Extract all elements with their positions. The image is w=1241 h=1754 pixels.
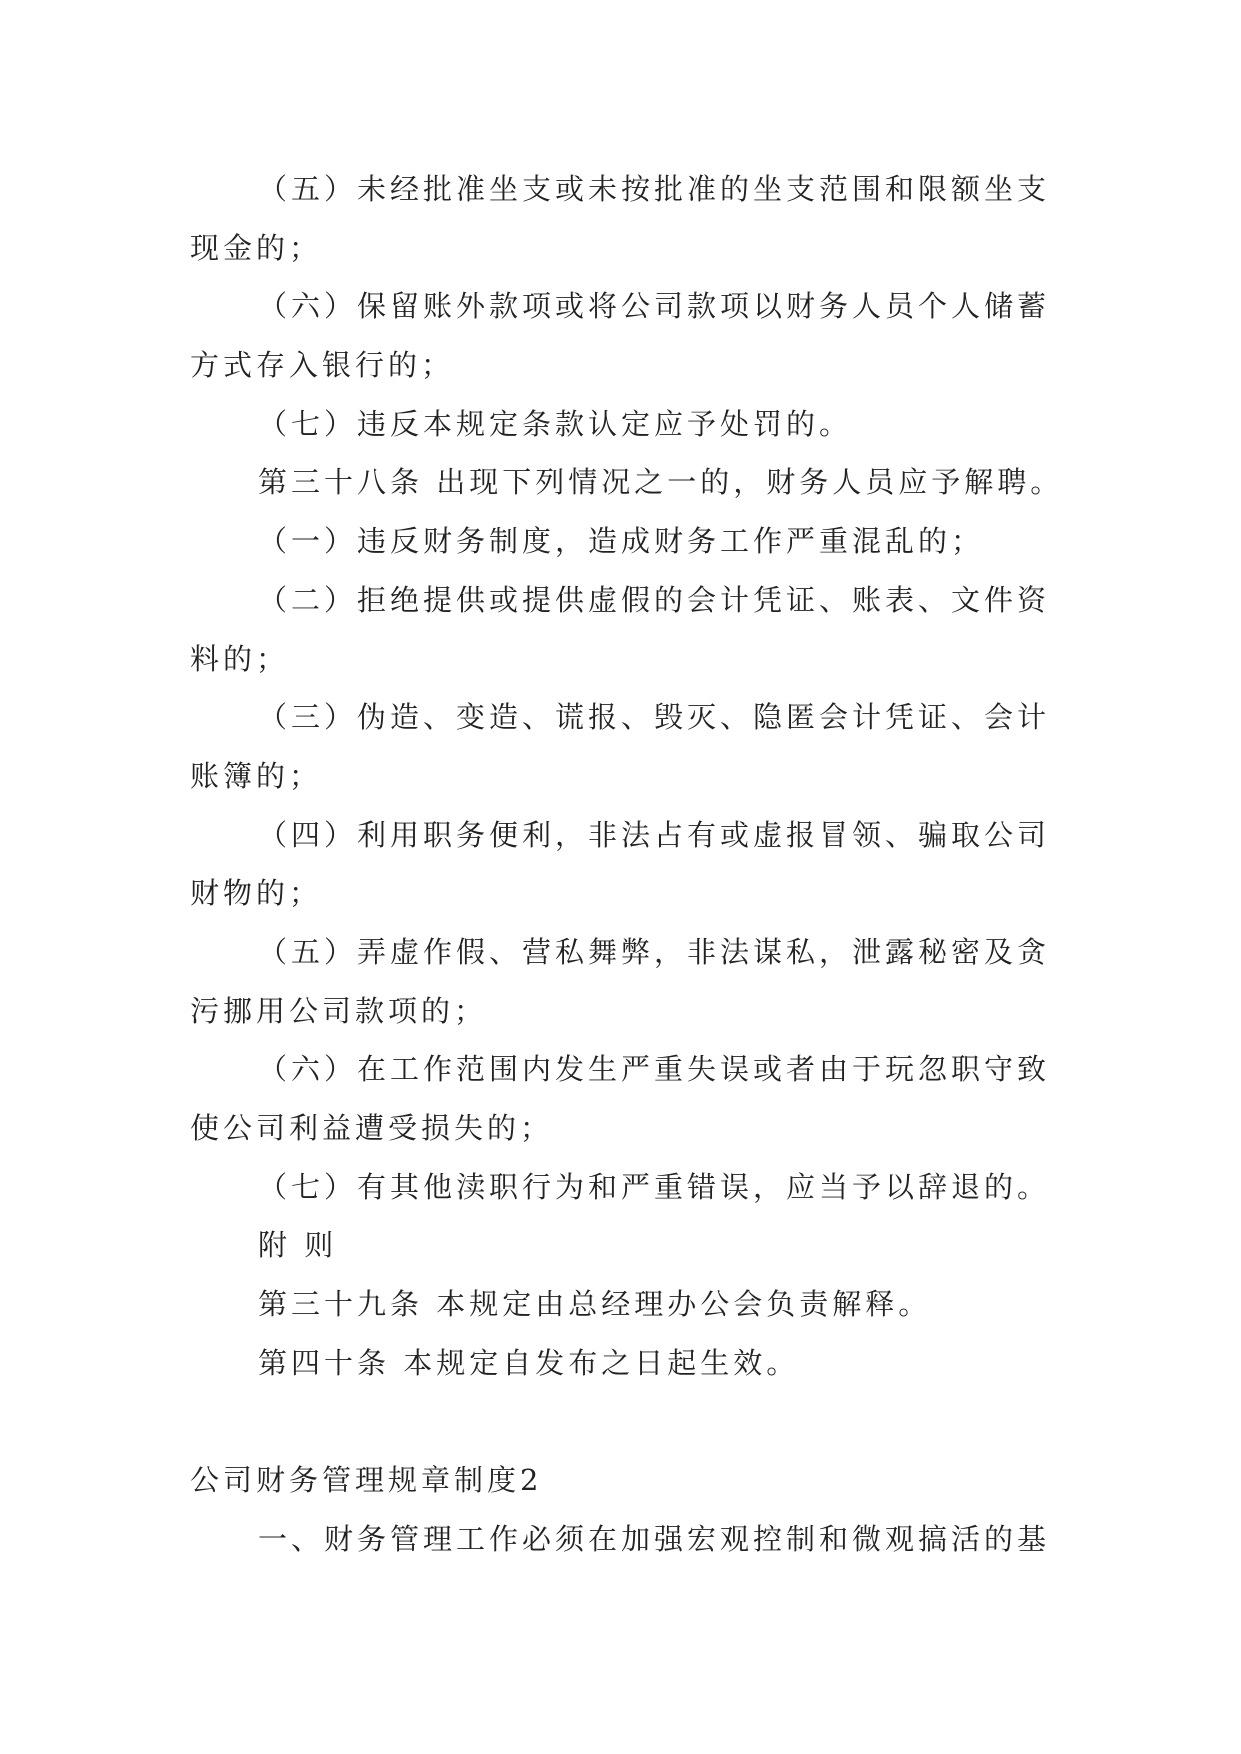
- paragraph-line: （二）拒绝提供或提供虚假的会计凭证、账表、文件资: [258, 582, 1051, 617]
- paragraph-line: （五）弄虚作假、营私舞弊，非法谋私，泄露秘密及贪: [258, 934, 1051, 969]
- paragraph-line: （四）利用职务便利，非法占有或虚报冒领、骗取公司: [258, 817, 1051, 852]
- document-title: 公司财务管理规章制度2: [190, 1463, 543, 1498]
- paragraph-line: 料的；: [190, 641, 290, 676]
- document-body: [190, 160, 1064, 1569]
- paragraph-line: 方式存入银行的；: [190, 348, 455, 383]
- paragraph-line: （七）违反本规定条款认定应予处罚的。: [258, 406, 853, 441]
- paragraph-line: （六）在工作范围内发生严重失误或者由于玩忽职守致: [258, 1052, 1051, 1087]
- paragraph-line: 污挪用公司款项的；: [190, 993, 488, 1028]
- paragraph-line: （一）违反财务制度，造成财务工作严重混乱的；: [258, 524, 985, 559]
- paragraph-line: 一、财务管理工作必须在加强宏观控制和微观搞活的基: [258, 1521, 1051, 1556]
- article-heading-line: 第三十八条 出现下列情况之一的，财务人员应予解聘。: [258, 465, 1064, 500]
- paragraph-line: 账簿的；: [190, 758, 323, 793]
- section-heading: 附 则: [258, 1228, 338, 1263]
- paragraph-line: （七）有其他渎职行为和严重错误，应当予以辞退的。: [258, 1169, 1051, 1204]
- paragraph-line: （六）保留账外款项或将公司款项以财务人员个人储蓄: [258, 289, 1051, 324]
- blank-line: [190, 1392, 1060, 1451]
- paragraph-line: （五）未经批准坐支或未按批准的坐支范围和限额坐支: [258, 172, 1051, 206]
- article-line: 第三十九条 本规定由总经理办公会负责解释。: [258, 1287, 932, 1322]
- paragraph-line: 使公司利益遭受损失的；: [190, 1111, 554, 1145]
- article-line: 第四十条 本规定自发布之日起生效。: [258, 1345, 800, 1380]
- paragraph-line: （三）伪造、变造、谎报、毁灭、隐匿会计凭证、会计: [258, 700, 1051, 735]
- paragraph-line: 现金的；: [190, 230, 323, 265]
- paragraph-line: 财物的；: [190, 876, 323, 911]
